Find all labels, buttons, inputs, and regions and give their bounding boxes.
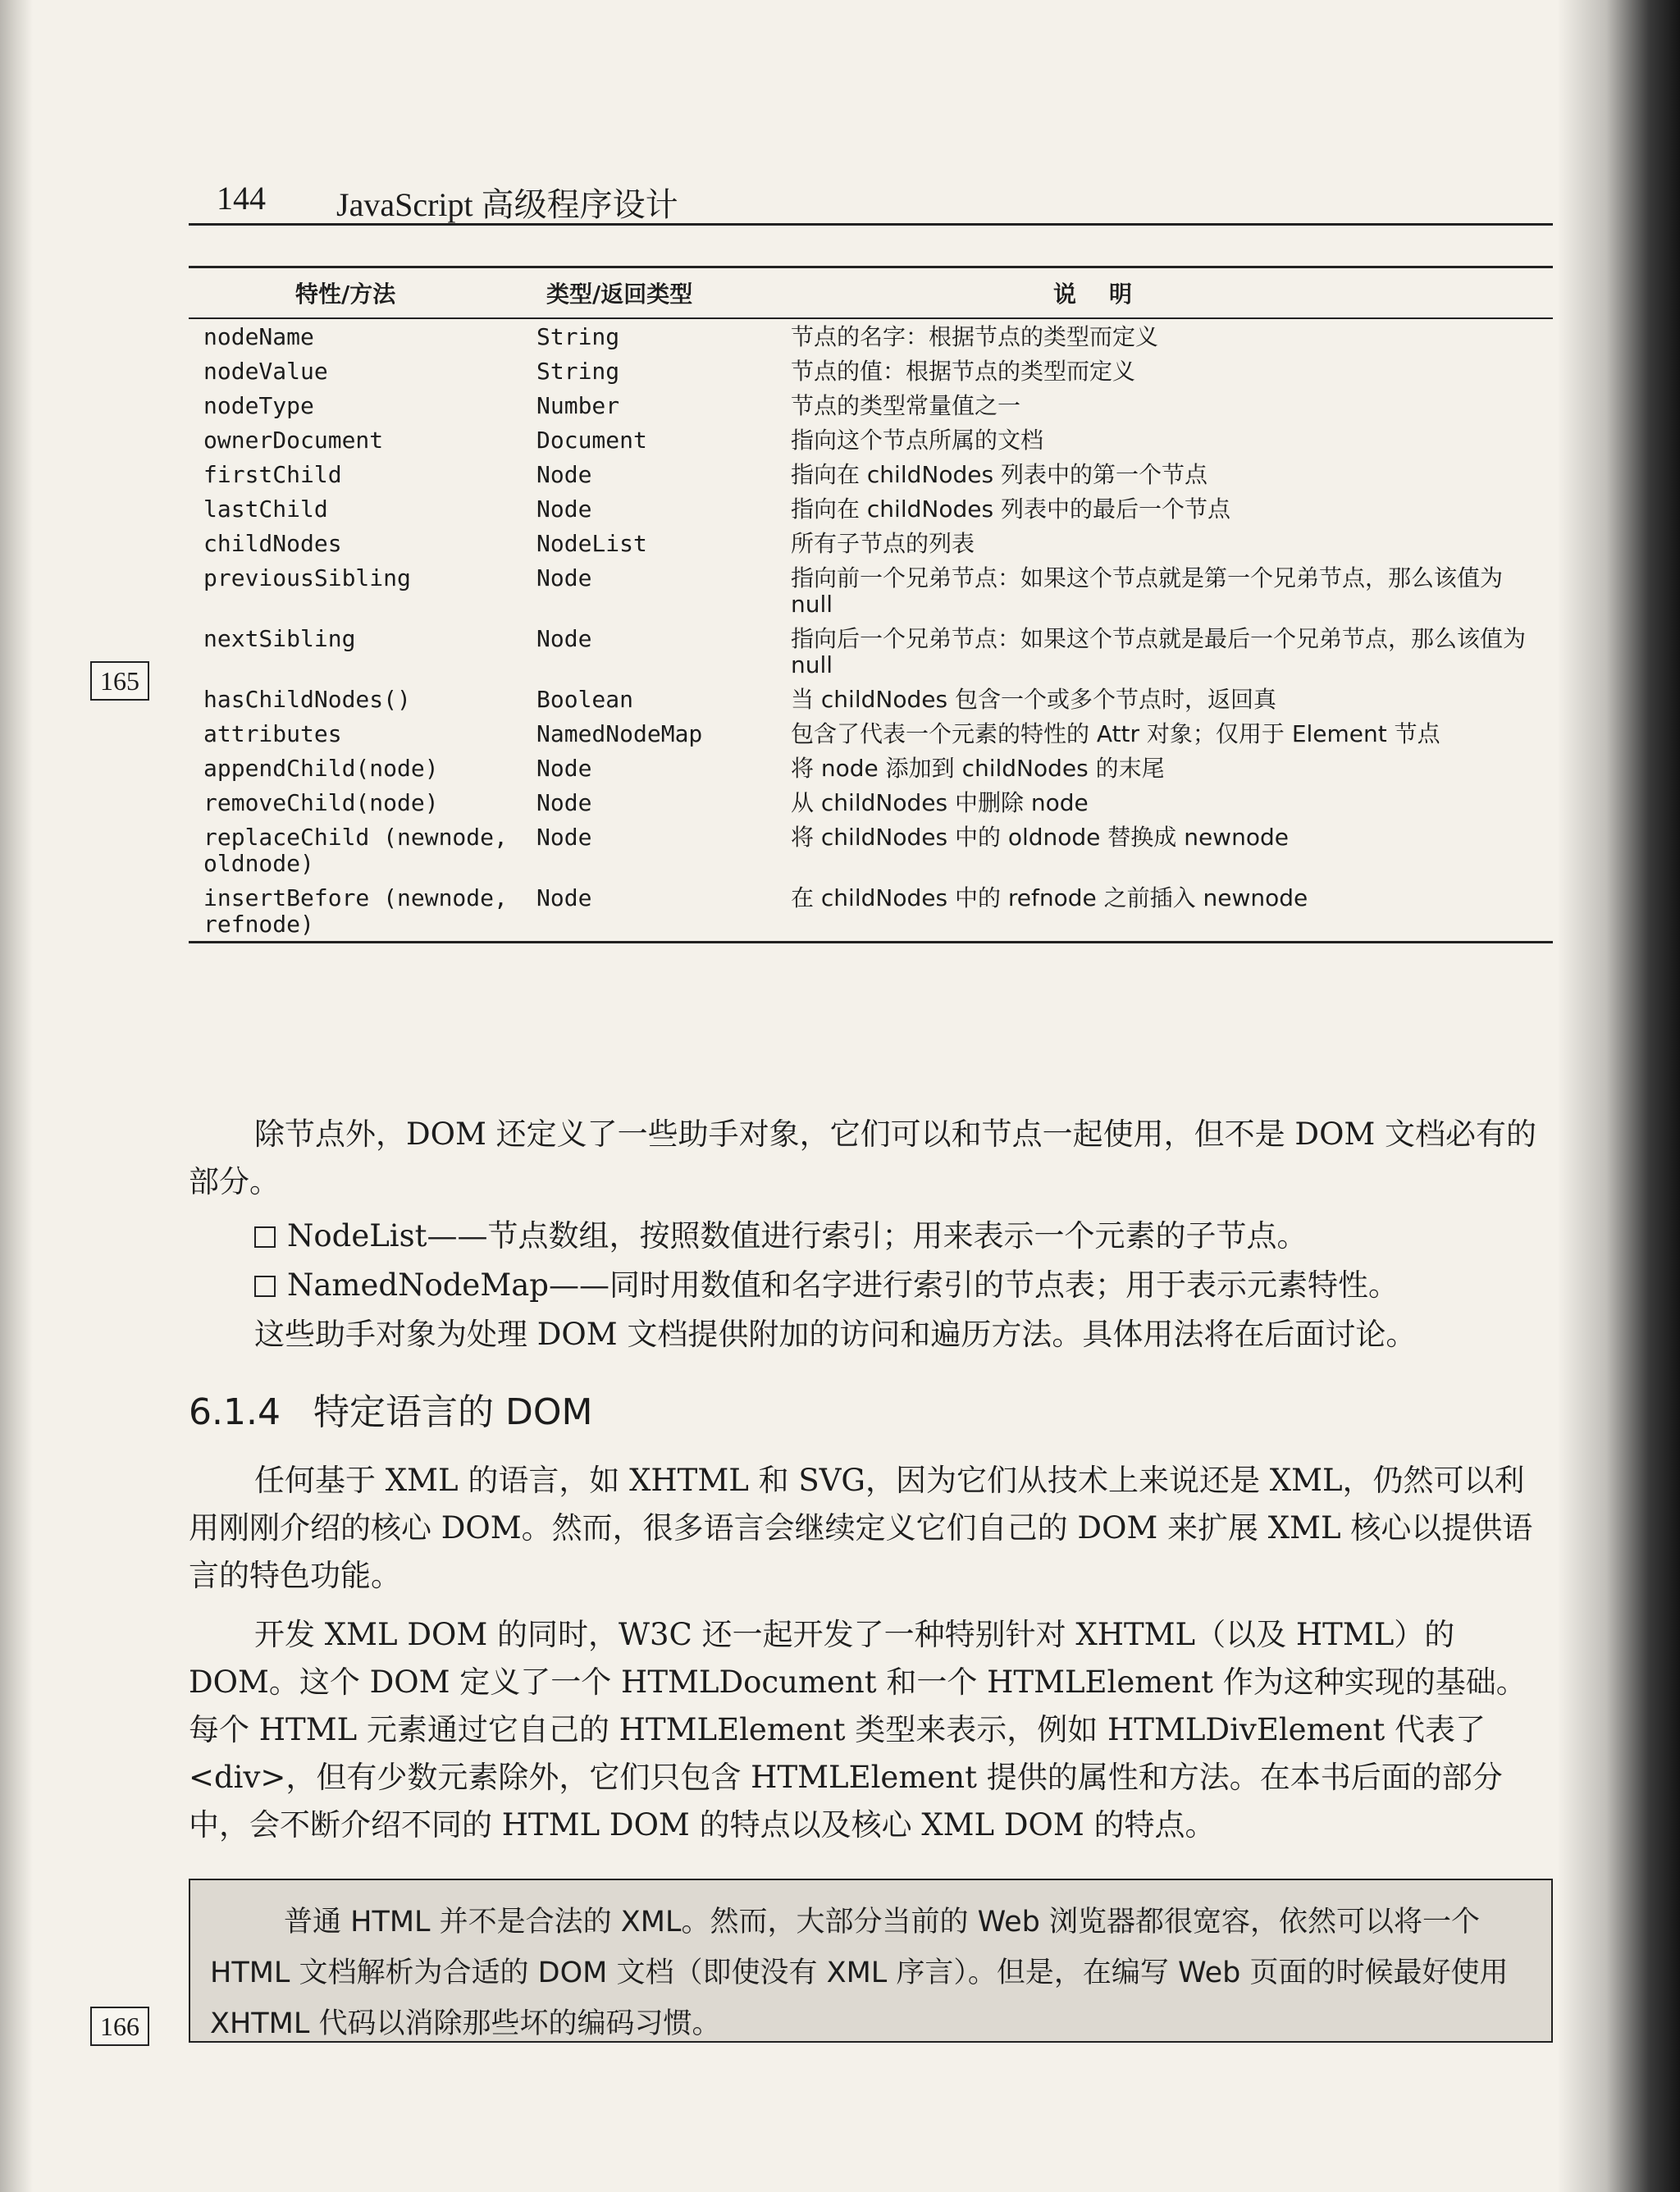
cell-desc: 指向在 childNodes 列表中的第一个节点 (791, 461, 1208, 488)
cell-type: String (536, 358, 620, 385)
checkbox-bullet-icon (254, 1226, 276, 1248)
table-row (189, 457, 1553, 491)
cell-desc: 在 childNodes 中的 refnode 之前插入 newnode (791, 884, 1308, 911)
cell-type: Node (536, 884, 592, 911)
cell-type: Document (536, 427, 647, 454)
table-row (189, 820, 1553, 880)
cell-name: ownerDocument (203, 427, 384, 454)
cell-type: NodeList (536, 530, 647, 557)
cell-name: appendChild(node) (203, 755, 439, 782)
cell-desc: 指向这个节点所属的文档 (791, 427, 1044, 454)
cell-desc: 所有子节点的列表 (791, 530, 975, 557)
cell-name: insertBefore (newnode, refnode) (203, 884, 508, 938)
margin-page-ref-166: 166 (90, 2007, 149, 2046)
margin-page-ref-165: 165 (90, 661, 149, 701)
table-header-row (189, 267, 1553, 319)
cell-type: Boolean (536, 686, 634, 713)
cell-type: Node (536, 564, 592, 591)
section-title: 特定语言的 DOM (313, 1391, 593, 1433)
node-properties-table (189, 266, 1553, 943)
cell-name: firstChild (203, 461, 342, 488)
bullet-namednodemap (254, 1262, 1399, 1309)
column-header-description: 说明 (791, 267, 1553, 319)
cell-desc: 指向在 childNodes 列表中的最后一个节点 (791, 495, 1230, 523)
table-row (189, 491, 1553, 526)
cell-desc: 节点的值：根据节点的类型而定义 (791, 358, 1136, 385)
bullet-nodelist (254, 1212, 1308, 1260)
table-row (189, 318, 1553, 354)
cell-name: nodeValue (203, 358, 328, 385)
table-row (189, 422, 1553, 457)
cell-name: replaceChild (newnode, oldnode) (203, 824, 508, 877)
cell-desc: 节点的类型常量值之一 (791, 392, 1021, 419)
paragraph-helper-objects: 除节点外，DOM 还定义了一些助手对象，它们可以和节点一起使用，但不是 DOM 文档必有的部分。 (189, 1117, 1537, 1199)
cell-name: attributes (203, 720, 342, 747)
note-text: 普通 HTML 并不是合法的 XML。然而，大部分当前的 Web 浏览器都很宽容，依然可以将一个 HTML 文档解析为合适的 DOM 文档（即使没有 XML 序言）。但是，在编写 Web 页面的时候最好使用 XHTML 代码以消除那些坏的编码习惯。 (210, 1906, 1509, 2040)
cell-type: NamedNodeMap (536, 720, 703, 747)
table-row (189, 751, 1553, 785)
cell-name: lastChild (203, 495, 328, 523)
cell-desc: 指向后一个兄弟节点：如果这个节点就是最后一个兄弟节点，那么该值为 null (791, 625, 1527, 678)
cell-name: nodeName (203, 323, 314, 350)
cell-type: Node (536, 461, 592, 488)
cell-name: previousSibling (203, 564, 411, 591)
cell-desc: 当 childNodes 包含一个或多个节点时，返回真 (791, 686, 1276, 713)
cell-desc: 从 childNodes 中删除 node (791, 789, 1089, 816)
page-binding-edge (0, 0, 33, 2192)
table-row (189, 682, 1553, 716)
running-header (189, 171, 1553, 226)
cell-desc: 节点的名字：根据节点的类型而定义 (791, 323, 1159, 350)
cell-name: childNodes (203, 530, 342, 557)
cell-type: Number (536, 392, 620, 419)
table-row (189, 716, 1553, 751)
cell-name: nextSibling (203, 625, 356, 652)
cell-name: removeChild(node) (203, 789, 439, 816)
cell-desc: 将 childNodes 中的 oldnode 替换成 newnode (791, 824, 1289, 851)
section-heading (189, 1382, 592, 1435)
table-row (189, 526, 1553, 560)
checkbox-bullet-icon (254, 1276, 276, 1297)
cell-type: Node (536, 625, 592, 652)
cell-type: Node (536, 824, 592, 851)
cell-type: Node (536, 755, 592, 782)
cell-name: nodeType (203, 392, 314, 419)
cell-name: hasChildNodes() (203, 686, 411, 713)
section-number: 6.1.4 (189, 1391, 281, 1433)
paragraph-helper-methods: 这些助手对象为处理 DOM 文档提供附加的访问和遍历方法。具体用法将在后面讨论。 (254, 1317, 1417, 1352)
cell-type: Node (536, 495, 592, 523)
cell-desc: 包含了代表一个元素的特性的 Attr 对象；仅用于 Element 节点 (791, 720, 1440, 747)
bullet-text: NodeList——节点数组，按照数值进行索引；用来表示一个元素的子节点。 (287, 1218, 1308, 1254)
cell-desc: 指向前一个兄弟节点：如果这个节点就是第一个兄弟节点，那么该值为 null (791, 564, 1504, 618)
cell-desc: 将 node 添加到 childNodes 的末尾 (791, 755, 1165, 782)
column-header-type: 类型/返回类型 (536, 267, 791, 319)
column-header-property: 特性/方法 (189, 267, 536, 319)
note-box (189, 1879, 1553, 2043)
paragraph-xml-languages: 任何基于 XML 的语言，如 XHTML 和 SVG，因为它们从技术上来说还是 XML，仍然可以利用刚刚介绍的核心 DOM。然而，很多语言会继续定义它们自己的 DOM 来扩展 XML 核心以提供语言的特色功能。 (189, 1463, 1533, 1593)
table-row (189, 880, 1553, 943)
cell-type: Node (536, 789, 592, 816)
cell-type: String (536, 323, 620, 350)
table-row (189, 354, 1553, 388)
table-row (189, 388, 1553, 422)
page-number: 144 (217, 180, 266, 217)
table-row (189, 785, 1553, 820)
bullet-text: NamedNodeMap——同时用数值和名字进行索引的节点表；用于表示元素特性。 (287, 1267, 1399, 1303)
page-curl-shadow (1557, 0, 1680, 2192)
paragraph-html-dom: 开发 XML DOM 的同时，W3C 还一起开发了一种特别针对 XHTML（以及 HTML）的 DOM。这个 DOM 定义了一个 HTMLDocument 和一个 HTMLElement 作为这种实现的基础。每个 HTML 元素通过它自己的 HTMLElement 类型来表示，例如 HTMLDivElement 代表了<div>，但有少数元素除外，它们只包含 HTMLElement 提供的属性和方法。在本书后面的部分中，会不断介绍不同的 HTML DOM 的特点以及核心 XML DOM 的特点。 (189, 1617, 1527, 1843)
table-row (189, 621, 1553, 682)
book-title: JavaScript 高级程序设计 (336, 186, 678, 223)
table-row (189, 560, 1553, 621)
